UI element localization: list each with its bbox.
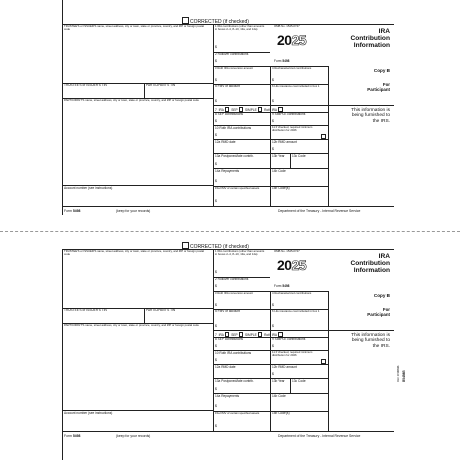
box12b-dollar: $ — [272, 147, 274, 151]
form-number-top: Form 5498 — [274, 284, 290, 288]
footer-form: Form 5498 — [64, 209, 81, 213]
box7-row: 7 IRA SEP SIMPLE Roth IRA — [215, 107, 283, 113]
box3-label: 3 Roth IRA conversion amount — [215, 291, 253, 295]
simple-checkbox[interactable] — [258, 107, 263, 112]
form-number-top: Form 5498 — [274, 59, 290, 63]
column-rule-c — [328, 291, 329, 431]
box14a-dollar: $ — [215, 404, 217, 408]
box11-checkbox[interactable] — [321, 134, 326, 139]
box12a-label: 12a RMD date — [215, 140, 236, 144]
box9-dollar: $ — [272, 119, 274, 123]
box5-label: 5 FMV of account — [215, 309, 240, 313]
box7-row: 7 IRA SEP SIMPLE Roth IRA — [215, 332, 283, 338]
trustee-name-label: TRUSTEE'S or ISSUER'S name, street address, city or town, state or province, country, and ZIP or foreign postal code — [64, 24, 204, 32]
box14a-dollar: $ — [215, 179, 217, 183]
bottom-rule — [62, 431, 394, 432]
box9-label: 9 SIMPLE contributions — [272, 337, 306, 341]
box4-dollar: $ — [272, 78, 274, 82]
trustee-name-label: TRUSTEE'S or ISSUER'S name, street address, city or town, state or province, country, and ZIP or foreign postal code — [64, 249, 204, 257]
box15b-label: 15b Code(s) — [272, 411, 290, 415]
box11-checkbox[interactable] — [321, 359, 326, 364]
box5-dollar: $ — [215, 324, 217, 328]
box13b-label: 13b Year — [272, 154, 285, 158]
box12a-label: 12a RMD date — [215, 365, 236, 369]
trustee-tin-label: TRUSTEE'S or ISSUER'S TIN — [64, 83, 107, 87]
tax-year: 2025 — [277, 257, 307, 273]
side-small-code: MEF 27389666 — [397, 365, 400, 382]
omb-number: OMB No. 1545-0747 — [274, 249, 300, 253]
rule-13b — [290, 153, 291, 168]
tax-year: 2025 — [277, 32, 307, 48]
box15a-dollar: $ — [215, 424, 217, 428]
ira-checkbox[interactable] — [225, 107, 230, 112]
box12b-dollar: $ — [272, 372, 274, 376]
bottom-rule — [62, 206, 394, 207]
ira-checkbox[interactable] — [225, 332, 230, 337]
participant-name-label: PARTICIPANT'S name, street address, city or town, state or province, country, and ZIP or foreign postal code — [64, 323, 199, 327]
form-title: IRA Contribution Information — [350, 253, 390, 275]
box6-dollar: $ — [272, 324, 274, 328]
box10-label: 10 Roth IRA contributions — [215, 126, 252, 130]
simple-checkbox[interactable] — [258, 332, 263, 337]
copy-label: Copy B — [373, 68, 390, 73]
left-border — [62, 249, 63, 460]
roth-ira-checkbox[interactable] — [278, 107, 283, 112]
box6-dollar: $ — [272, 99, 274, 103]
box11-label: 11 If checked, required minimum distribution for 2026 — [272, 125, 313, 133]
column-rule-b — [270, 291, 271, 431]
box2-dollar: $ — [215, 59, 217, 63]
irs-notice: This information is being furnished to the IRS. — [351, 333, 390, 349]
box9-label: 9 SIMPLE contributions — [272, 112, 306, 116]
box1-dollar: $ — [215, 45, 217, 49]
box15b-label: 15b Code(s) — [272, 186, 290, 190]
irs-notice: This information is being furnished to the IRS. — [351, 108, 390, 124]
box14a-label: 14a Repayments — [215, 394, 240, 398]
box9-dollar: $ — [272, 344, 274, 348]
form-title: IRA Contribution Information — [350, 28, 390, 50]
box4-label: 4 Recharacterized contributions — [272, 291, 312, 295]
copy-label: Copy B — [373, 293, 390, 298]
box12b-label: 12b RMD amount — [272, 140, 297, 144]
box13c-label: 13c Code — [292, 154, 306, 158]
box10-label: 10 Roth IRA contributions — [215, 351, 252, 355]
account-number-label: Account number (see instructions) — [64, 186, 113, 190]
box13a-label: 13a Postponed/late contrib. — [215, 379, 254, 383]
box6-label: 6 Life insurance cost included in box 1 — [272, 309, 320, 313]
participant-name-label: PARTICIPANT'S name, street address, city or town, state or province, country, and ZIP or foreign postal code — [64, 98, 199, 102]
box8-label: 8 SEP contributions — [215, 337, 243, 341]
box4-dollar: $ — [272, 303, 274, 307]
box14a-label: 14a Repayments — [215, 169, 240, 173]
account-number-label: Account number (see instructions) — [64, 411, 113, 415]
box5-dollar: $ — [215, 99, 217, 103]
tin-divider — [144, 83, 145, 98]
box15a-label: 15a FMV of certain specified assets — [215, 411, 260, 415]
box8-dollar: $ — [215, 344, 217, 348]
corrected-label: CORRECTED (if checked) — [190, 244, 249, 250]
box3-label: 3 Roth IRA conversion amount — [215, 66, 253, 70]
sep-checkbox[interactable] — [239, 107, 244, 112]
footer-dept: Department of the Treasury - Internal Revenue Service — [278, 209, 361, 213]
box15a-dollar: $ — [215, 199, 217, 203]
for-participant: For Participant — [367, 307, 390, 317]
participant-tin-label: PARTICIPANT'S TIN — [146, 83, 176, 87]
box8-dollar: $ — [215, 119, 217, 123]
corrected-label: CORRECTED (if checked) — [190, 19, 249, 25]
column-rule-b — [270, 66, 271, 206]
rule-r4 — [213, 105, 394, 106]
box4-label: 4 Recharacterized contributions — [272, 66, 312, 70]
box13a-dollar: $ — [215, 162, 217, 166]
box1-label: 1 IRA contributions (other than amounts in boxes 2–4, 8–10, 13a, and 14a) — [215, 249, 265, 257]
column-rule-c — [328, 66, 329, 206]
box10-dollar: $ — [215, 358, 217, 362]
box12b-label: 12b RMD amount — [272, 365, 297, 369]
box10-dollar: $ — [215, 133, 217, 137]
footer-keep: (keep for your records) — [116, 209, 151, 213]
box6-label: 6 Life insurance cost included in box 1 — [272, 84, 320, 88]
form-5498-copy-bottom — [0, 230, 460, 460]
trustee-tin-label: TRUSTEE'S or ISSUER'S TIN — [64, 308, 107, 312]
footer-dept: Department of the Treasury - Internal Revenue Service — [278, 434, 361, 438]
box5-label: 5 FMV of account — [215, 84, 240, 88]
omb-number: OMB No. 1545-0747 — [274, 24, 300, 28]
left-border — [62, 0, 63, 215]
for-participant: For Participant — [367, 82, 390, 92]
box3-dollar: $ — [215, 78, 217, 82]
box2-label: 2 Rollover contributions — [215, 277, 249, 281]
box13b-label: 13b Year — [272, 379, 285, 383]
footer-form: Form 5498 — [64, 434, 81, 438]
box11-label: 11 If checked, required minimum distribution for 2026 — [272, 350, 313, 358]
box2-label: 2 Rollover contributions — [215, 52, 249, 56]
box13c-label: 13c Code — [292, 379, 306, 383]
box14b-label: 14b Code — [272, 394, 286, 398]
box14b-label: 14b Code — [272, 169, 286, 173]
side-product-code: B5498B — [402, 370, 406, 382]
rule-13b — [290, 378, 291, 393]
box8-label: 8 SEP contributions — [215, 112, 243, 116]
box13a-label: 13a Postponed/late contrib. — [215, 154, 254, 158]
box13a-dollar: $ — [215, 387, 217, 391]
roth-ira-checkbox[interactable] — [278, 332, 283, 337]
tin-divider — [144, 308, 145, 323]
participant-tin-label: PARTICIPANT'S TIN — [146, 308, 176, 312]
box15a-label: 15a FMV of certain specified assets — [215, 186, 260, 190]
box1-dollar: $ — [215, 270, 217, 274]
box2-dollar: $ — [215, 284, 217, 288]
box1-label: 1 IRA contributions (other than amounts in boxes 2–4, 8–10, 13a, and 14a) — [215, 24, 265, 32]
footer-keep: (keep for your records) — [116, 434, 151, 438]
sep-checkbox[interactable] — [239, 332, 244, 337]
box3-dollar: $ — [215, 303, 217, 307]
rule-r4 — [213, 330, 394, 331]
